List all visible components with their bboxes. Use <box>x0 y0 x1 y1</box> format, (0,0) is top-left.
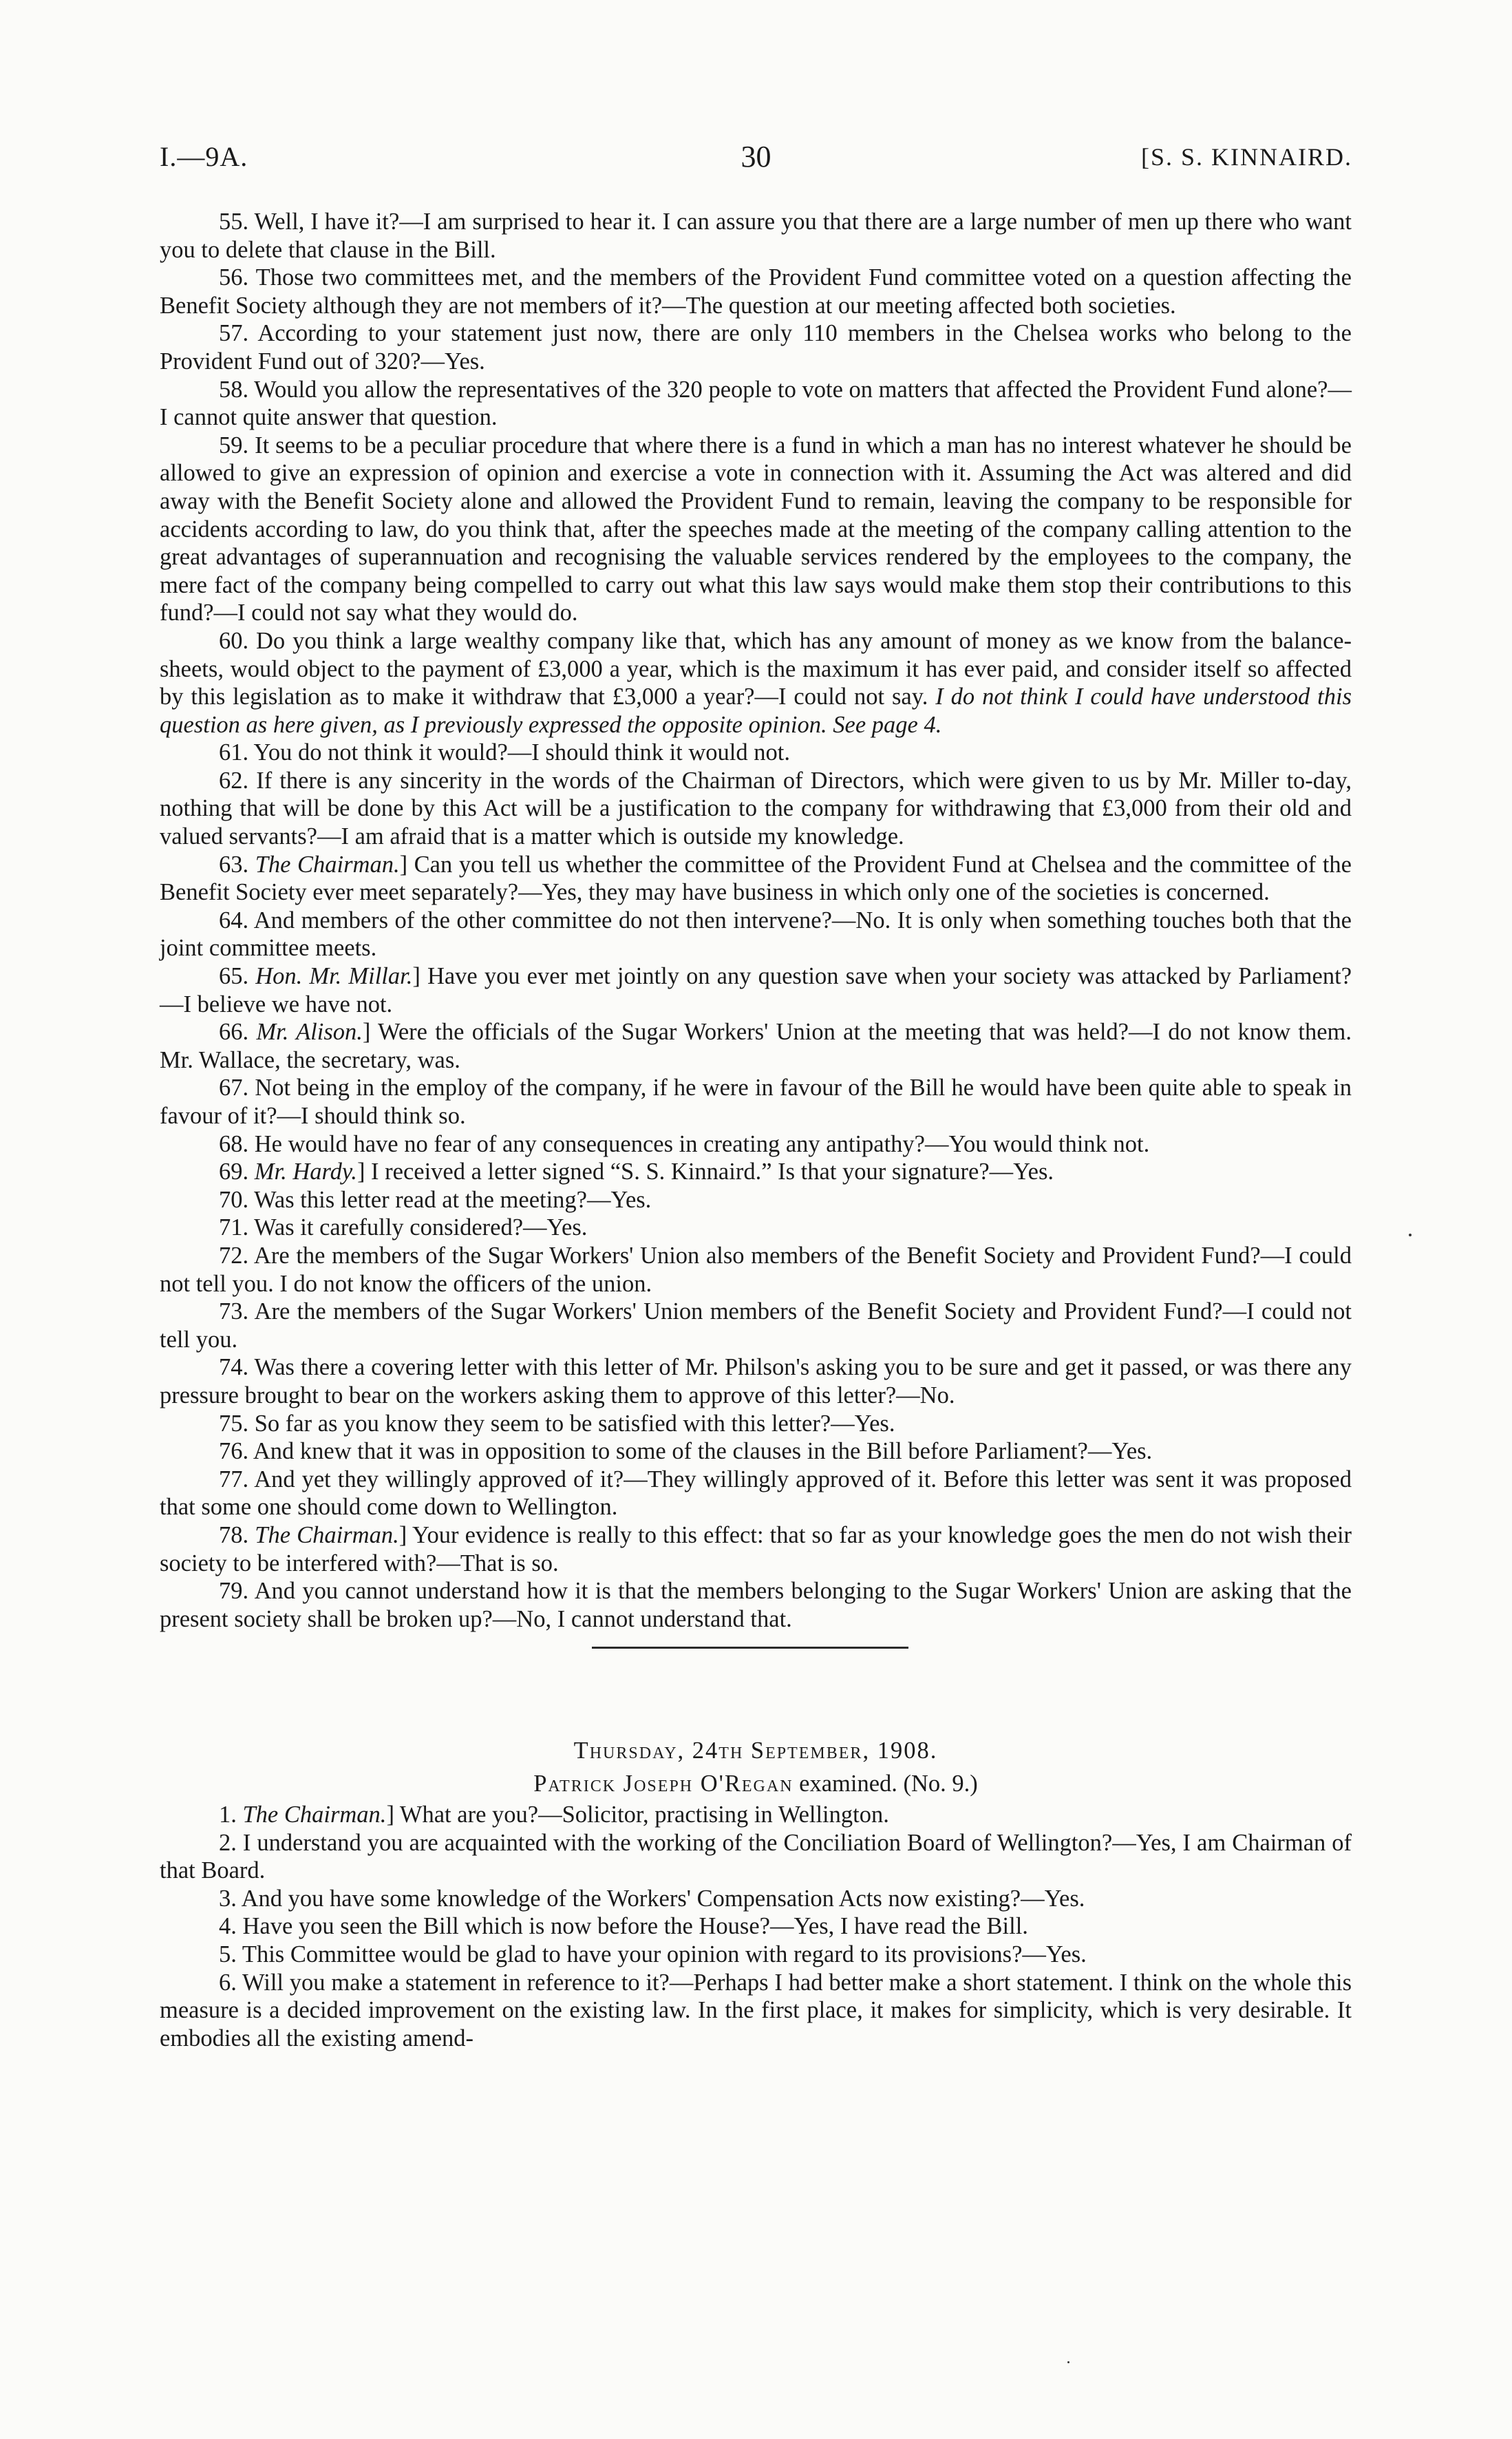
question-74: 74. Was there a covering letter with this letter of Mr. Philson's asking you to be sure and get it passed, or was there any pressure brought to bear on the workers asking them to approve of this letter?—No. <box>160 1354 1352 1408</box>
question-75: 75. So far as you know they seem to be satisfied with this letter?—Yes. <box>219 1410 895 1437</box>
question-1: 1. The Chairman.] What are you?—Solicitor, practising in Wellington. <box>219 1802 889 1828</box>
question-73: 73. Are the members of the Sugar Workers' Union members of the Benefit Society and Provident Fund?—I could not tell you. <box>160 1298 1352 1353</box>
question-65: 65. Hon. Mr. Millar.] Have you ever met jointly on any question save when your society was attacked by Parliament?—I believe we have not. <box>160 963 1352 1017</box>
question-79: 79. And you cannot understand how it is that the members belonging to the Sugar Workers' Union are asking that the present society shall be broken up?—No, I cannot understand that. <box>160 1578 1352 1632</box>
section-divider <box>592 1647 908 1649</box>
speaker-name: The Chairman. <box>255 851 400 878</box>
evidence-body-second-witness <box>160 1801 1352 2052</box>
witness-examined-label: examined. (No. 9.) <box>793 1771 978 1797</box>
speaker-name: Mr. Alison. <box>256 1019 363 1046</box>
question-60: 60. Do you think a large wealthy company like that, which has any amount of money as we know from the balance-sheets, would object to the payment of £3,000 a year, which is the maximum it has ever paid, and consider itself so affected by this legislation as to make it withdraw that £3,000 a year?—I could not say. I do not think I could have understood this question as here given, as I previously expressed the opposite opinion. See page 4. <box>160 627 1352 738</box>
question-3: 3. And you have some knowledge of the Workers' Compensation Acts now existing?—Yes. <box>219 1885 1085 1912</box>
speaker-name: Hon. Mr. Millar. <box>255 963 413 990</box>
question-55: 55. Well, I have it?—I am surprised to hear it. I can assure you that there are a large number of men up there who want you to delete that clause in the Bill. <box>160 209 1352 263</box>
ink-speck <box>1067 2361 1069 2363</box>
question-64: 64. And members of the other committee do not then intervene?—No. It is only when something touches both that the joint committee meets. <box>160 907 1352 962</box>
evidence-body <box>160 208 1352 1633</box>
speaker-name: Mr. Hardy. <box>254 1159 357 1185</box>
witness-heading <box>160 1769 1352 1798</box>
sitting-date: Thursday, 24th September, 1908. <box>573 1738 938 1764</box>
question-5: 5. This Committee would be glad to have your opinion with regard to its provisions?—Yes. <box>219 1941 1087 1967</box>
question-71: 71. Was it carefully considered?—Yes. <box>219 1214 588 1241</box>
question-62: 62. If there is any sincerity in the words of the Chairman of Directors, which were given to us by Mr. Miller to-day, nothing that will be done by this Act will be a justification to the company for withdrawing that £3,000 from their old and valued servants?—I am afraid that is a matter which is outside my knowledge. <box>160 767 1352 850</box>
speaker-name: The Chairman. <box>242 1802 387 1828</box>
question-67: 67. Not being in the employ of the company, if he were in favour of the Bill he would have been quite able to speak in favour of it?—I should think so. <box>160 1075 1352 1129</box>
question-59: 59. It seems to be a peculiar procedure that where there is a fund in which a man has no interest whatever he should be allowed to give an expression of opinion and exercise a vote in connection with it. Assuming the Act was altered and did away with the Benefit Society alone and allowed the Provident Fund to remain, leaving the company to be responsible for accidents according to law, do you think that, after the speeches made at the meeting of the company calling attention to the great advantages of superannuation and recognising the valuable services rendered by the employees to the company, the mere fact of the company being compelled to carry out what this law says would make them stop their contributions to this fund?—I could not say what they would do. <box>160 432 1352 626</box>
question-69: 69. Mr. Hardy.] I received a letter signed “S. S. Kinnaird.” Is that your signature?—Yes. <box>219 1159 1054 1185</box>
page-number: 30 <box>741 140 771 173</box>
question-78: 78. The Chairman.] Your evidence is really to this effect: that so far as your knowledge goes the men do not wish their society to be interfered with?—That is so. <box>160 1521 1352 1576</box>
witness-running-head: [S. S. KINNAIRD. <box>1140 143 1352 171</box>
question-58: 58. Would you allow the representatives of the 320 people to vote on matters that affected the Provident Fund alone?—I cannot quite answer that question. <box>160 376 1352 431</box>
ink-speck <box>1409 1234 1412 1236</box>
document-reference: I.—9A. <box>160 141 248 172</box>
question-57: 57. According to your statement just now, there are only 110 members in the Chelsea works who belong to the Provident Fund out of 320?—Yes. <box>160 320 1352 374</box>
speaker-name: The Chairman. <box>255 1521 399 1548</box>
question-6: 6. Will you make a statement in reference to it?—Perhaps I had better make a short statement. I think on the whole this measure is a decided improvement on the existing law. In the first place, it makes for simplicity, which is very desirable. It embodies all the existing amend- <box>160 1969 1352 2051</box>
question-61: 61. You do not think it would?—I should think it would not. <box>219 739 790 766</box>
question-63: 63. The Chairman.] Can you tell us whether the committee of the Provident Fund at Chelsea and the committee of the Benefit Society ever meet separately?—Yes, they may have business in which only one of the societies is concerned. <box>160 851 1352 906</box>
question-56: 56. Those two committees met, and the members of the Provident Fund committee voted on a question affecting the Benefit Society although they are not members of it?—The question at our meeting affected both societies. <box>160 264 1352 319</box>
question-2: 2. I understand you are acquainted with the working of the Conciliation Board of Wellington?—Yes, I am Chairman of that Board. <box>160 1829 1352 1884</box>
question-76: 76. And knew that it was in opposition to some of the clauses in the Bill before Parliament?—Yes. <box>219 1438 1153 1465</box>
page-header <box>160 136 1352 178</box>
witness-correction-note: I do not think I could have understood this question as here given, as I previously expressed the opposite opinion. See page 4. <box>160 684 1352 738</box>
question-68: 68. He would have no fear of any consequences in creating any antipathy?—You would think not. <box>219 1130 1150 1157</box>
question-77: 77. And yet they willingly approved of it?—They willingly approved of it. Before this letter was sent it was proposed that some one should come down to Wellington. <box>160 1466 1352 1521</box>
question-72: 72. Are the members of the Sugar Workers' Union also members of the Benefit Society and Provident Fund?—I could not tell you. I do not know the officers of the union. <box>160 1242 1352 1297</box>
question-70: 70. Was this letter read at the meeting?—Yes. <box>219 1186 652 1213</box>
question-66: 66. Mr. Alison.] Were the officials of the Sugar Workers' Union at the meeting that was held?—I do not know them. Mr. Wallace, the secretary, was. <box>160 1019 1352 1073</box>
witness-name: Patrick Joseph O'Regan <box>533 1771 794 1797</box>
question-4: 4. Have you seen the Bill which is now before the House?—Yes, I have read the Bill. <box>219 1913 1028 1940</box>
